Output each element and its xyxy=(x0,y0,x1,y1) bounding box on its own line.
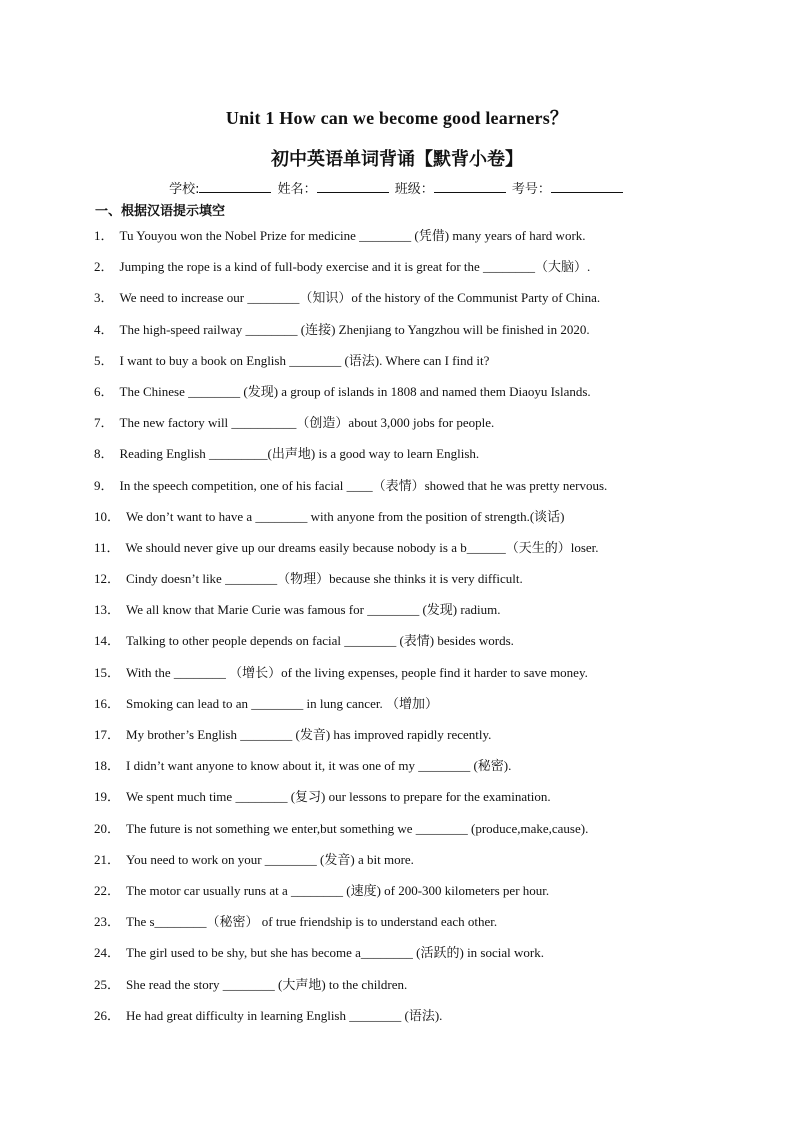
question-number: 24． xyxy=(94,945,121,961)
question-text: Tu Youyou won the Nobel Prize for medicine ________ (凭借) many years of hard work. xyxy=(119,228,586,243)
question-number: 21． xyxy=(94,851,121,867)
question-number: 13． xyxy=(94,602,121,618)
question-text: The new factory will __________（创造）about 3,000 jobs for people. xyxy=(119,415,495,431)
question-number: 14． xyxy=(94,633,121,649)
question-number: 5． xyxy=(94,352,114,368)
question-number: 4． xyxy=(94,321,114,337)
question-number: 16． xyxy=(94,695,121,711)
question-item xyxy=(94,631,714,662)
school-label: 学校: xyxy=(169,182,200,197)
question-item xyxy=(94,413,714,444)
question-text: I want to buy a book on English ________ (语法). Where can I find it? xyxy=(119,352,490,368)
question-number: 6． xyxy=(94,383,114,399)
question-item xyxy=(94,1006,714,1037)
question-number: 20． xyxy=(94,820,121,836)
question-item xyxy=(94,819,714,850)
question-number: 9． xyxy=(94,477,114,493)
name-blank[interactable] xyxy=(317,179,389,193)
question-item xyxy=(94,226,714,257)
question-number: 17． xyxy=(94,727,121,742)
question-text: The Chinese ________ (发现) a group of islands in 1808 and named them Diaoyu Islands. xyxy=(119,383,591,399)
question-number: 23． xyxy=(94,914,121,930)
question-number: 15． xyxy=(94,664,121,680)
question-text: You need to work on your ________ (发音) a bit more. xyxy=(126,851,414,867)
school-blank[interactable] xyxy=(199,179,271,193)
question-text: In the speech competition, one of his facial ____（表情）showed that he was pretty nervous. xyxy=(119,477,608,493)
question-number: 10． xyxy=(94,508,121,524)
question-item xyxy=(94,257,714,288)
question-number: 26． xyxy=(94,1007,121,1023)
name-label: 姓名： xyxy=(277,182,317,197)
question-text: My brother’s English ________ (发音) has improved rapidly recently. xyxy=(126,727,492,742)
question-number: 3． xyxy=(94,290,114,306)
question-item xyxy=(94,943,714,974)
question-text: The girl used to be shy, but she has become a________ (活跃的) in social work. xyxy=(126,945,544,961)
question-number: 19． xyxy=(94,789,121,805)
question-text: We all know that Marie Curie was famous for ________ (发现) radium. xyxy=(126,602,501,618)
question-text: Cindy doesn’t like ________（物理）because she thinks it is very difficult. xyxy=(126,571,523,587)
question-item xyxy=(94,600,714,631)
question-text: The high-speed railway ________ (连接) Zhenjiang to Yangzhou will be finished in 2020. xyxy=(119,321,590,337)
question-text: We spent much time ________ (复习) our lessons to prepare for the examination. xyxy=(126,789,551,805)
question-number: 2． xyxy=(94,259,114,275)
question-number: 12． xyxy=(94,571,121,587)
question-item xyxy=(94,476,714,507)
page-title: Unit 1 How can we become good learners？ xyxy=(225,108,569,128)
question-item xyxy=(94,756,714,787)
question-item xyxy=(94,975,714,1006)
page-subtitle: 初中英语单词背诵【默背小卷】 xyxy=(271,149,523,170)
question-item xyxy=(94,881,714,912)
question-text: He had great difficulty in learning English ________ (语法). xyxy=(126,1007,443,1023)
class-blank[interactable] xyxy=(434,179,506,193)
question-text: With the ________ （增长）of the living expenses, people find it harder to save money. xyxy=(126,664,588,680)
question-number: 8． xyxy=(94,446,114,462)
question-number: 18． xyxy=(94,758,121,774)
question-text: I didn’t want anyone to know about it, it was one of my ________ (秘密). xyxy=(126,758,512,774)
question-text: Reading English _________(出声地) is a good way to learn English. xyxy=(119,446,480,462)
question-item xyxy=(94,912,714,943)
question-item xyxy=(94,787,714,818)
question-number: 11． xyxy=(94,539,120,555)
exam-number-label: 考号： xyxy=(511,182,551,197)
question-list xyxy=(94,226,714,1037)
question-text: She read the story ________ (大声地) to the children. xyxy=(126,976,408,992)
question-item xyxy=(94,725,714,756)
question-text: We should never give up our dreams easily because nobody is a b______（天生的）loser. xyxy=(125,539,599,555)
section-heading: 一、根据汉语提示填空 xyxy=(95,204,226,219)
exam-number-blank[interactable] xyxy=(551,179,623,193)
question-text: We don’t want to have a ________ with anyone from the position of strength.(谈话) xyxy=(126,508,565,524)
question-text: Jumping the rope is a kind of full-body exercise and it is great for the ________（大脑）. xyxy=(119,259,591,275)
class-label: 班级： xyxy=(394,182,434,197)
question-item xyxy=(94,351,714,382)
student-info-line xyxy=(0,178,794,197)
question-text: We need to increase our ________（知识）of the history of the Communist Party of China. xyxy=(119,290,601,306)
question-item xyxy=(94,288,714,319)
question-number: 7． xyxy=(94,415,114,431)
question-number: 1． xyxy=(94,228,114,243)
question-text: The future is not something we enter,but something we ________ (produce,make,cause). xyxy=(126,820,589,836)
question-item xyxy=(94,444,714,475)
question-text: The motor car usually runs at a ________ (速度) of 200-300 kilometers per hour. xyxy=(126,882,550,898)
question-item xyxy=(94,320,714,351)
question-item xyxy=(94,663,714,694)
question-text: The s________（秘密） of true friendship is to understand each other. xyxy=(126,914,498,930)
question-item xyxy=(94,569,714,600)
question-item xyxy=(94,382,714,413)
question-number: 22． xyxy=(94,882,121,898)
question-item xyxy=(94,538,714,569)
question-item xyxy=(94,850,714,881)
question-text: Talking to other people depends on facial ________ (表情) besides words. xyxy=(126,633,514,649)
question-number: 25． xyxy=(94,976,121,992)
question-item xyxy=(94,507,714,538)
question-text: Smoking can lead to an ________ in lung cancer. （增加） xyxy=(126,695,438,711)
question-item xyxy=(94,694,714,725)
